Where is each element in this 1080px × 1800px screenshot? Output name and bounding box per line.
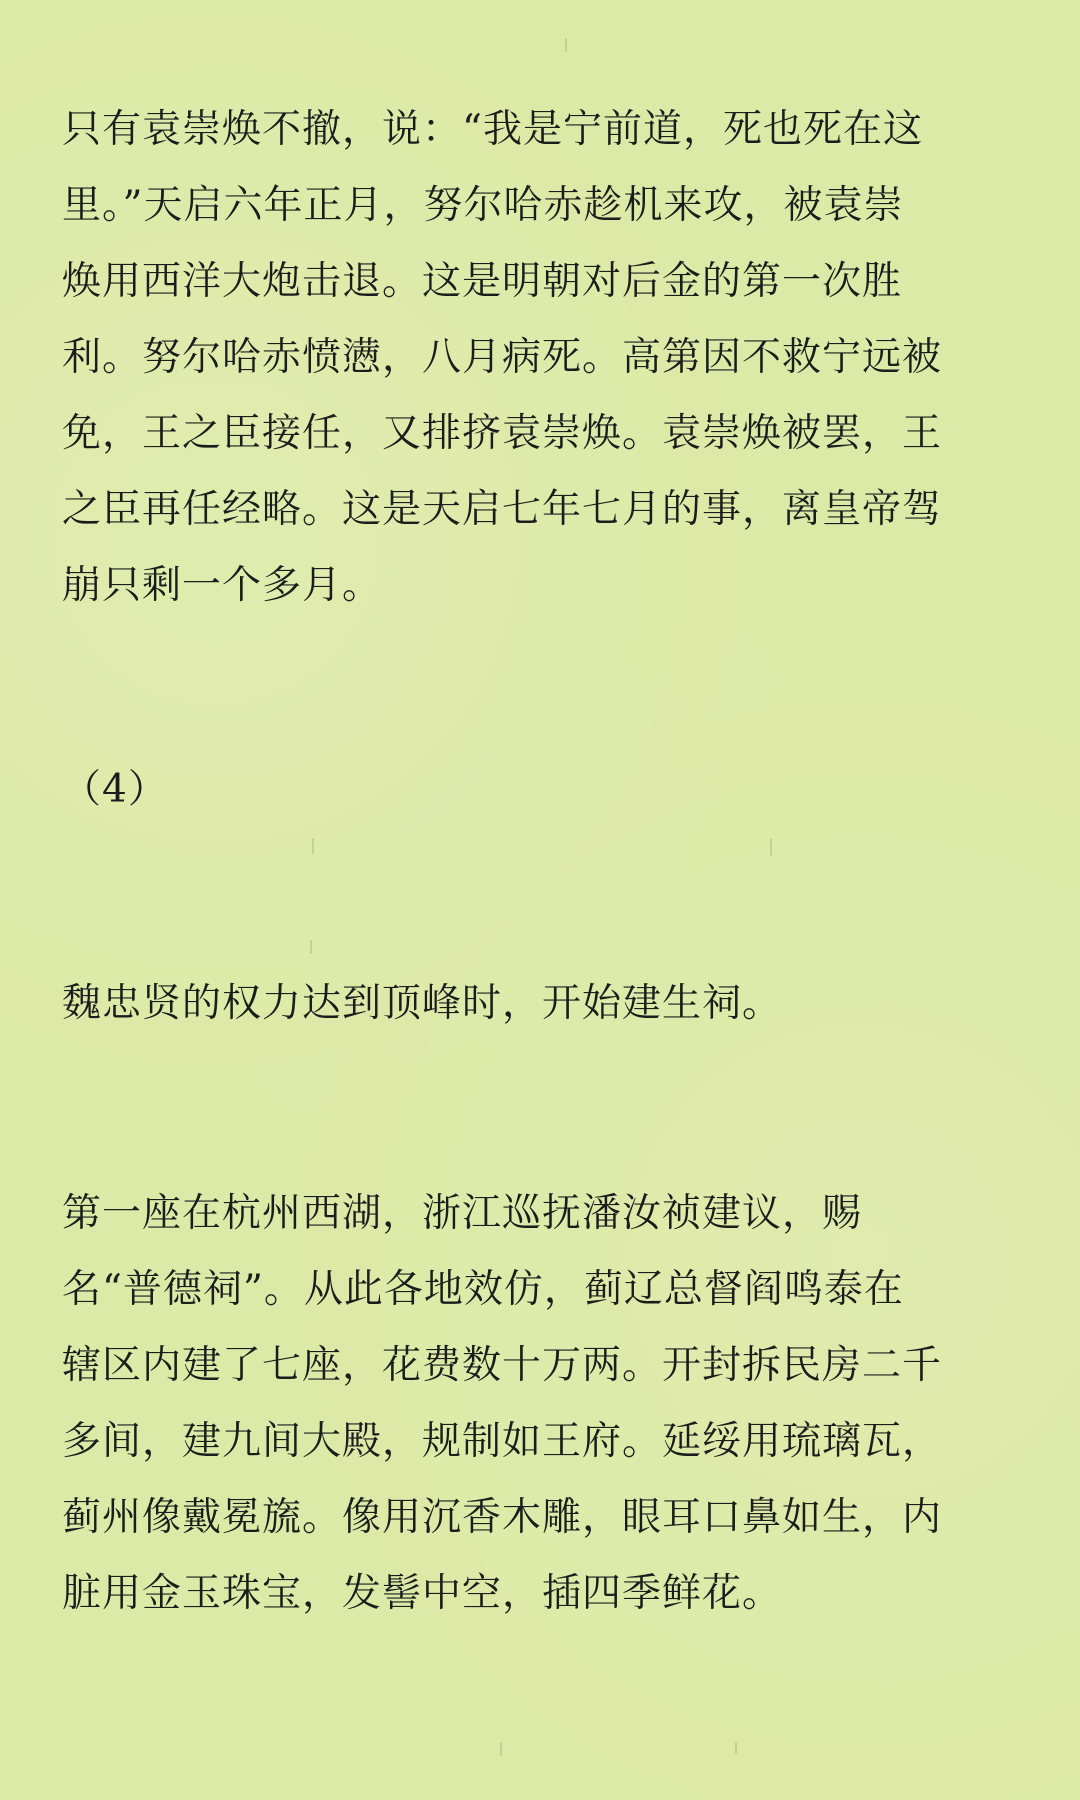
paragraph-yuan-chonghuan — [62, 92, 1022, 624]
section-number: （4） — [62, 767, 168, 812]
text-line: 多间，建九间大殿，规制如王府。延绥用琉璃瓦， — [62, 1419, 943, 1464]
text-line: 辖区内建了七座，花费数十万两。开封拆民房二千 — [62, 1343, 943, 1388]
paper-fiber — [770, 838, 772, 856]
text-line: 里。”天启六年正月，努尔哈赤趁机来攻，被袁崇 — [62, 183, 904, 228]
text-line: 焕用西洋大炮击退。这是明朝对后金的第一次胜 — [62, 259, 903, 304]
text-line: 魏忠贤的权力达到顶峰时，开始建生祠。 — [62, 981, 783, 1026]
text-line: 名“普德祠”。从此各地效仿，蓟辽总督阎鸣泰在 — [62, 1267, 904, 1312]
paper-fiber — [312, 838, 314, 854]
paragraph-first-shrine — [62, 1176, 1022, 1632]
paper-fiber — [500, 1742, 502, 1756]
paper-fiber — [565, 38, 567, 52]
text-line: 只有袁崇焕不撤，说：“我是宁前道，死也死在这 — [62, 107, 923, 152]
paper-fiber — [735, 1742, 737, 1754]
text-line: 之臣再任经略。这是天启七年七月的事，离皇帝驾 — [62, 487, 943, 532]
text-line: 利。努尔哈赤愤懑，八月病死。高第因不救宁远被 — [62, 335, 943, 380]
text-line: 免，王之臣接任，又排挤袁崇焕。袁崇焕被罢，王 — [62, 411, 943, 456]
paragraph-shrines-intro — [62, 966, 1022, 1042]
text-line: 第一座在杭州西湖，浙江巡抚潘汝祯建议，赐 — [62, 1191, 863, 1236]
text-line: 脏用金玉珠宝，发髻中空，插四季鲜花。 — [62, 1571, 783, 1616]
text-line: 崩只剩一个多月。 — [62, 563, 383, 608]
paper-fiber — [310, 940, 312, 954]
text-line: 蓟州像戴冕旒。像用沉香木雕，眼耳口鼻如生，内 — [62, 1495, 943, 1540]
section-heading — [62, 752, 1022, 828]
